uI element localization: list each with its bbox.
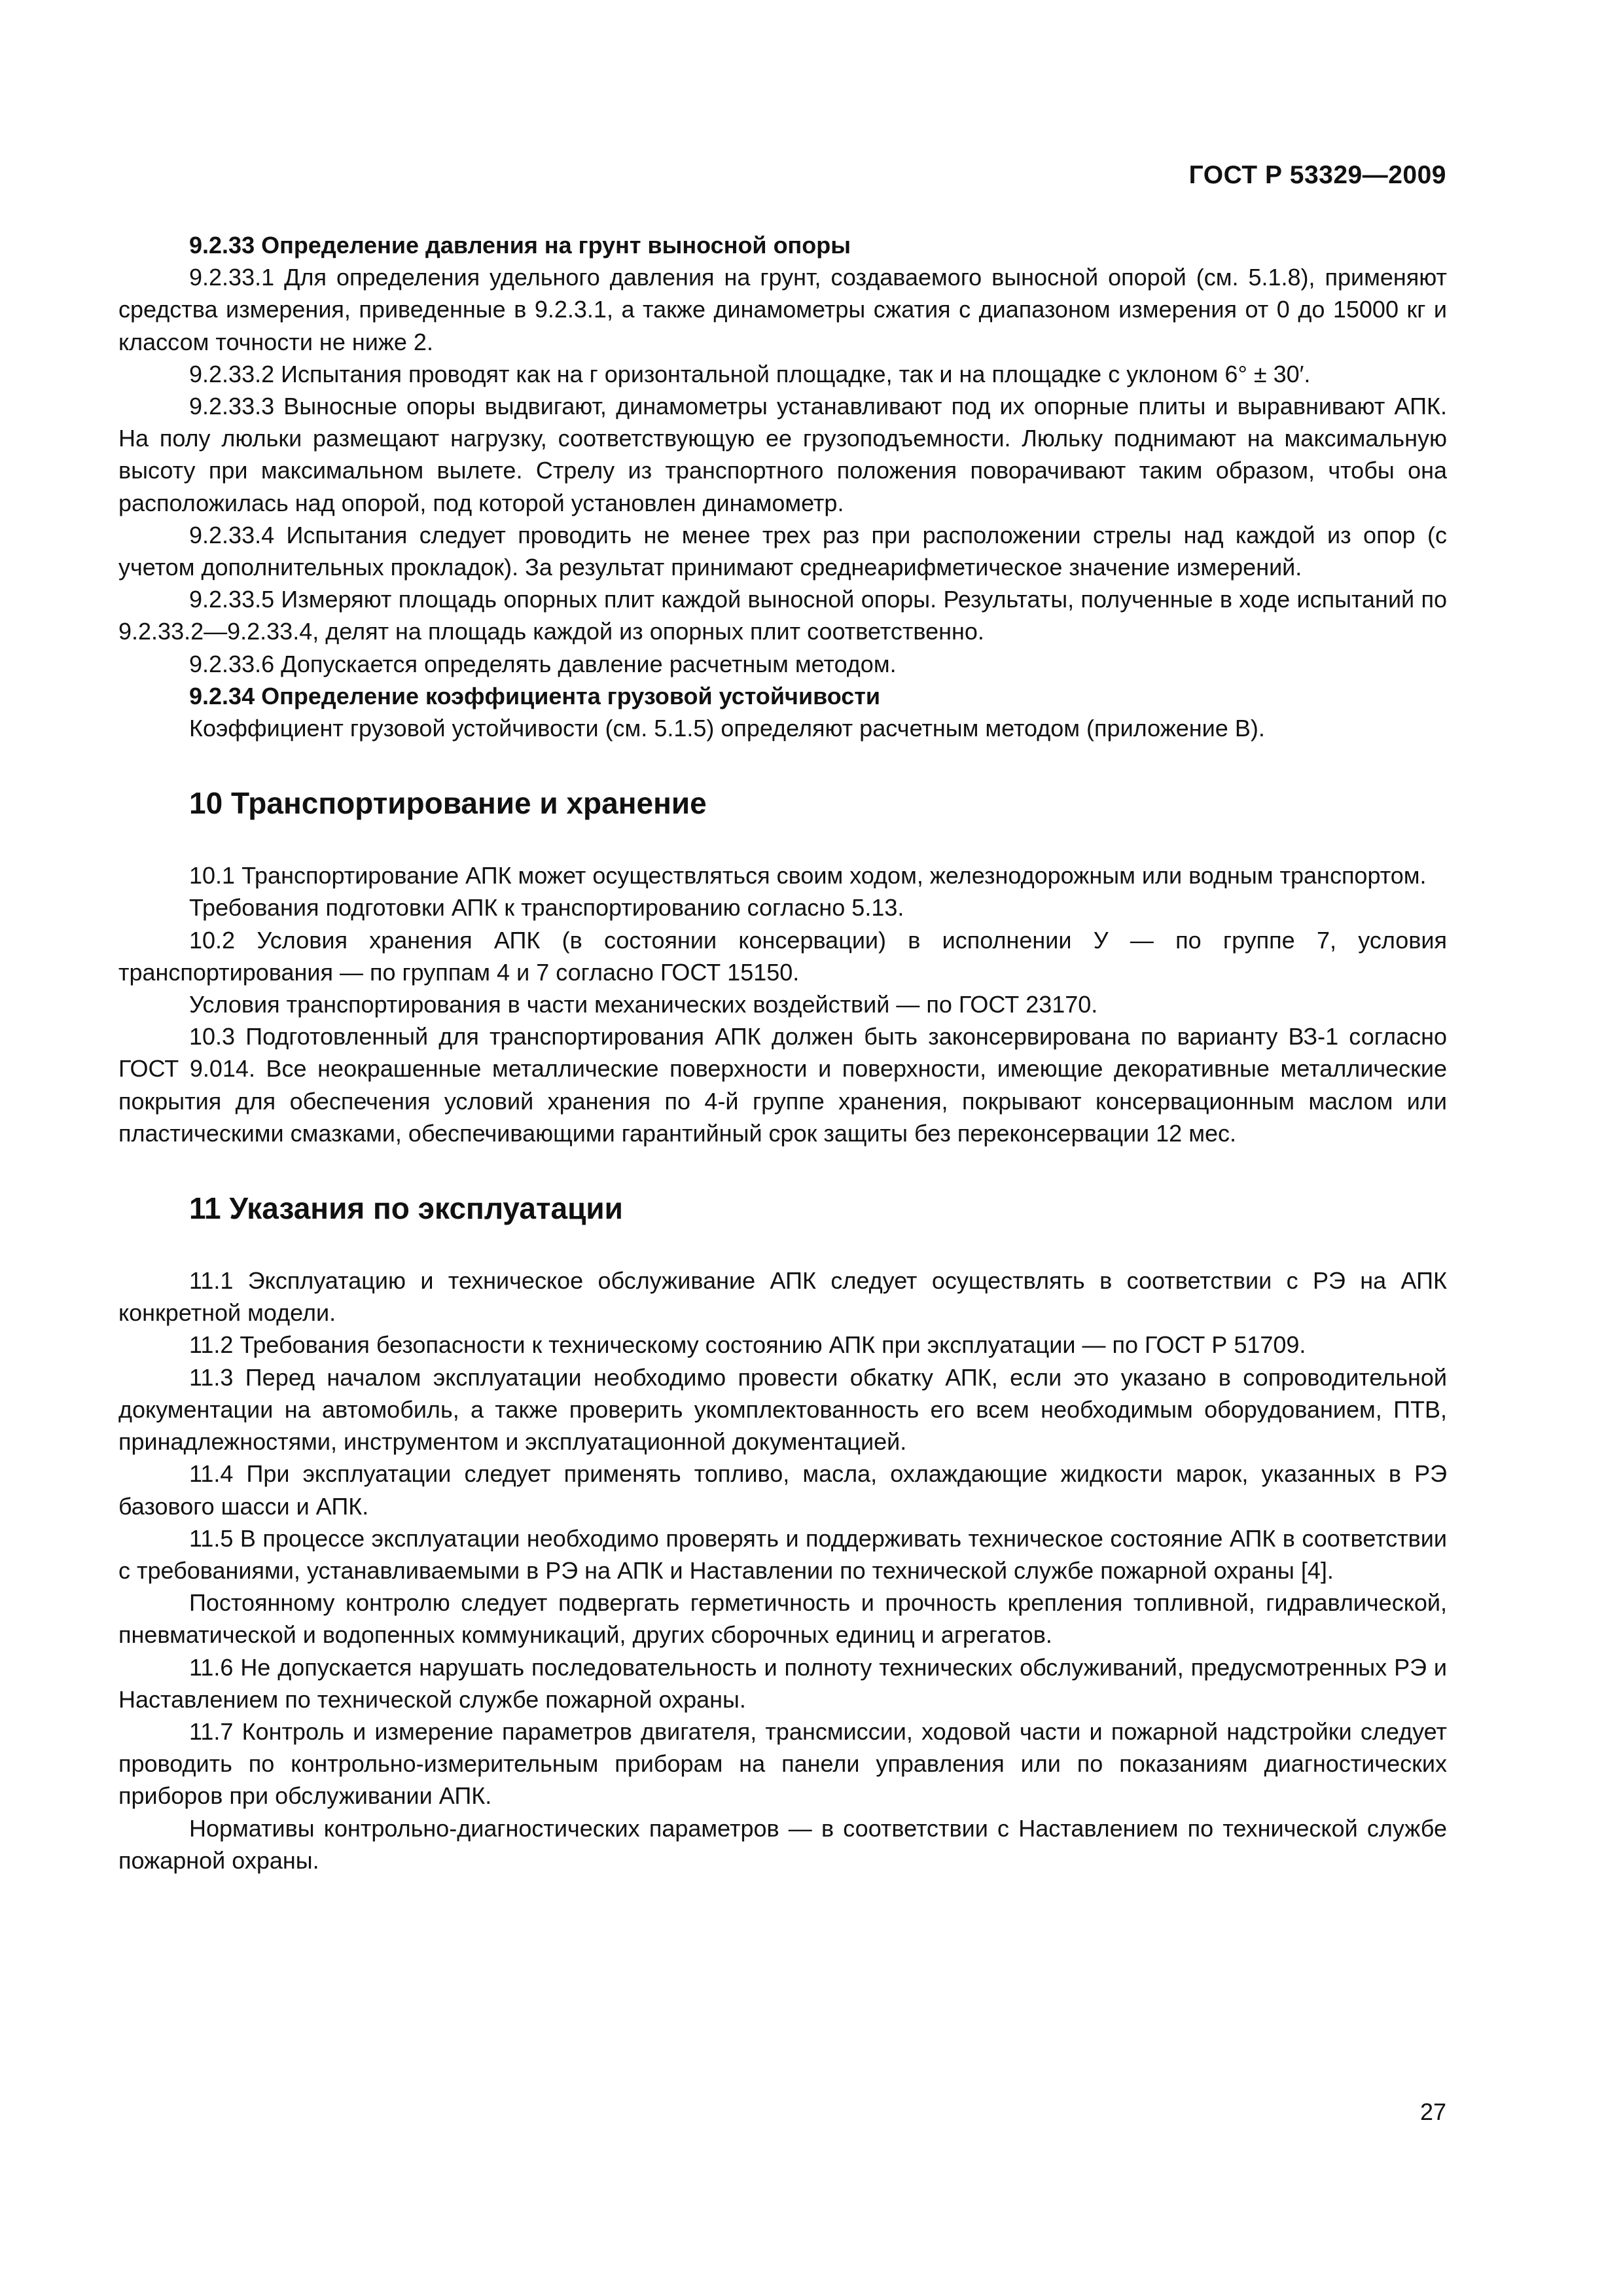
section-heading: 11 Указания по эксплуатации — [189, 1191, 623, 1226]
paragraph: 10.1 Транспортирование АПК может осуществляться своим ходом, железнодорожным или водным транспортом. — [189, 862, 1427, 889]
document-header: ГОСТ Р 53329—2009 — [1188, 161, 1446, 189]
paragraph: Требования подготовки АПК к транспортированию согласно 5.13. — [189, 894, 904, 922]
document-body — [118, 229, 1447, 1876]
subsection-heading: 9.2.33 Определение давления на грунт выносной опоры — [189, 232, 851, 259]
paragraph: 11.7 Контроль и измерение параметров двигателя, трансмиссии, ходовой части и пожарной надстройки следует проводить по контрольно-измерительным приборам на панели управления или по показаниям диагностических приборов при обслуживании АПК. — [118, 1717, 1447, 1810]
paragraph: Условия транспортирования в части механических воздействий — по ГОСТ 23170. — [189, 991, 1098, 1018]
paragraph: 9.2.33.5 Измеряют площадь опорных плит каждой выносной опоры. Результаты, полученные в ходе испытаний по 9.2.33.2—9.2.33.4, делят на площадь каждой из опорных плит соответственно. — [118, 586, 1447, 645]
paragraph: 11.2 Требования безопасности к техническому состоянию АПК при эксплуатации — по ГОСТ Р 51709. — [189, 1331, 1306, 1359]
paragraph: 9.2.33.4 Испытания следует проводить не менее трех раз при расположении стрелы над каждой из опор (с учетом дополнительных прокладок). За результат принимают среднеарифметическое значение измерений. — [118, 521, 1447, 581]
paragraph: 11.4 При эксплуатации следует применять топливо, масла, охлаждающие жидкости марок, указанных в РЭ базового шасси и АПК. — [118, 1460, 1447, 1520]
paragraph: 10.2 Условия хранения АПК (в состоянии консервации) в исполнении У — по группе 7, условия транспортирования — по группам 4 и 7 согласно ГОСТ 15150. — [118, 926, 1447, 986]
paragraph: 9.2.33.2 Испытания проводят как на г оризонтальной площадке, так и на площадке с уклоном 6° ± 30′. — [189, 360, 1311, 387]
paragraph: 11.3 Перед началом эксплуатации необходимо провести обкатку АПК, если это указано в сопроводительной документации на автомобиль, а также проверить укомплектованность его всем необходимым оборудованием, ПТВ, принадлежностями, инструментом и эксплуатационной документацией. — [118, 1363, 1447, 1456]
paragraph: 10.3 Подготовленный для транспортирования АПК должен быть законсервирована по варианту ВЗ-1 согласно ГОСТ 9.014. Все неокрашенные металлические поверхности и поверхности, имеющие декоративные металлические покрытия для обеспечения условий хранения по 4-й группе хранения, покрывают консервационным маслом или пластическими смазками, обеспечивающими гарантийный срок защиты без переконсервации 12 мес. — [118, 1023, 1447, 1147]
subsection-heading: 9.2.34 Определение коэффициента грузовой устойчивости — [189, 682, 881, 709]
paragraph: 11.1 Эксплуатацию и техническое обслуживание АПК следует осуществлять в соответствии с РЭ на АПК конкретной модели. — [118, 1267, 1447, 1327]
paragraph: 11.5 В процессе эксплуатации необходимо проверять и поддерживать техническое состояние АПК в соответствии с требованиями, устанавливаемыми в РЭ на АПК и Наставлении по технической службе пожарной охраны [4]. — [118, 1524, 1447, 1584]
paragraph: Коэффициент грузовой устойчивости (см. 5.1.5) определяют расчетным методом (приложение В). — [189, 715, 1265, 742]
paragraph: 11.6 Не допускается нарушать последовательность и полноту технических обслуживаний, предусмотренных РЭ и Наставлением по технической службе пожарной охраны. — [118, 1653, 1447, 1713]
paragraph: 9.2.33.3 Выносные опоры выдвигают, динамометры устанавливают под их опорные плиты и выравнивают АПК. На полу люльки размещают нагрузку, соответствующую ее грузоподъемности. Люльку поднимают на максимальную высоту при максимальном вылете. Стрелу из транспортного положения поворачивают таким образом, чтобы она расположилась над опорой, под которой установлен динамометр. — [118, 393, 1447, 516]
paragraph: Постоянному контролю следует подвергать герметичность и прочность крепления топливной, гидравлической, пневматической и водопенных коммуникаций, других сборочных единиц и агрегатов. — [118, 1589, 1447, 1649]
paragraph: 9.2.33.6 Допускается определять давление расчетным методом. — [189, 650, 897, 677]
paragraph: Нормативы контрольно-диагностических параметров — в соответствии с Наставлением по технической службе пожарной охраны. — [118, 1814, 1447, 1874]
page-number: 27 — [1419, 2098, 1446, 2125]
section-heading: 10 Транспортирование и хранение — [189, 786, 707, 821]
paragraph: 9.2.33.1 Для определения удельного давления на грунт, создаваемого выносной опорой (см. 5.1.8), применяют средства измерения, приведенные в 9.2.3.1, а также динамометры сжатия с диапазоном измерения от 0 до 15000 кг и классом точности не ниже 2. — [118, 264, 1447, 355]
